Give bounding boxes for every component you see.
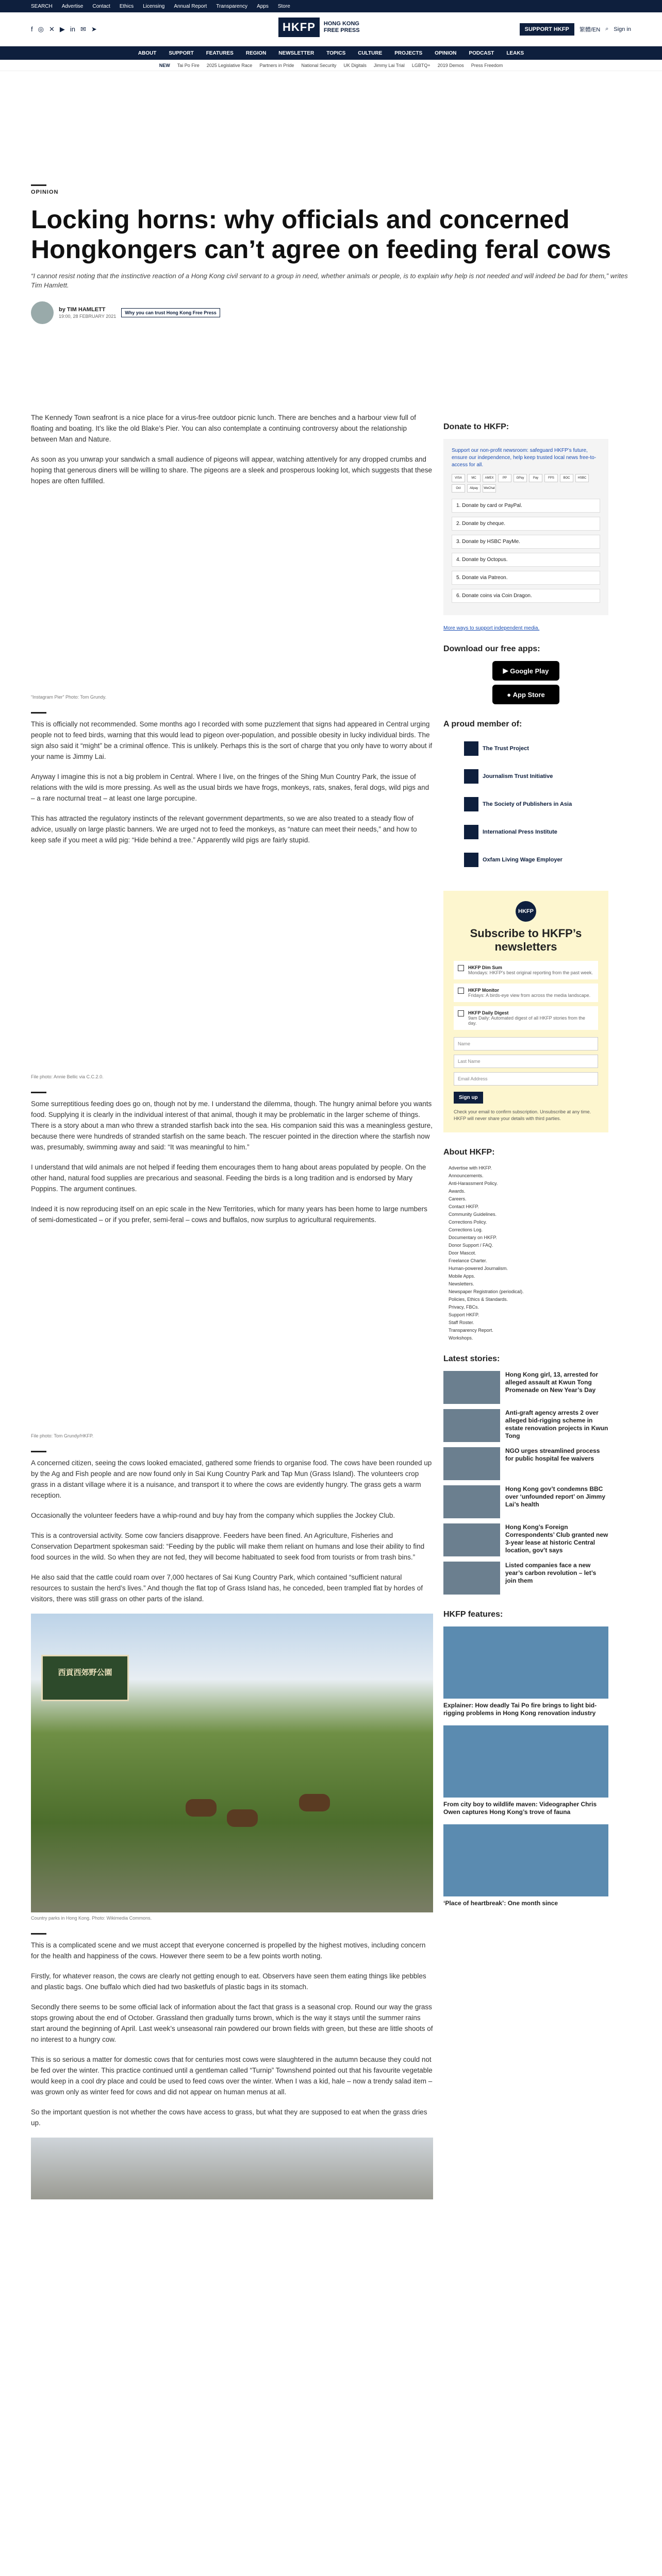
- newsletter-name: HKFP Daily Digest: [468, 1010, 509, 1015]
- about-link[interactable]: [449, 1218, 608, 1226]
- logo-line-2: FREE PRESS: [323, 27, 360, 33]
- payment-icon: PP: [498, 474, 511, 482]
- about-link-text: Newsletters.: [449, 1281, 474, 1286]
- body-paragraph: Indeed it is now reproducing itself on an epic scale in the New Territories, which for many years has been home to large numbers of semi-domesticated – or if you prefer, semi-feral – cows and buffalos, now surplus to agricultural requirements.: [31, 1205, 427, 1224]
- cow-figure: [186, 1799, 217, 1817]
- newsletter-field[interactable]: Last Name: [454, 1055, 598, 1068]
- about-link-text: Door Mascot.: [449, 1250, 476, 1256]
- publish-date: 19:00, 28 FEBRUARY 2021: [59, 314, 117, 319]
- story-thumbnail: [443, 1562, 500, 1595]
- utility-link[interactable]: Licensing: [143, 3, 165, 9]
- about-link-text: Freelance Charter.: [449, 1258, 487, 1263]
- embedded-image-placeholder: [31, 1234, 433, 1430]
- utility-link[interactable]: Ethics: [119, 3, 134, 9]
- body-paragraph: Anyway I imagine this is not a big problem in Central. Where I live, on the fringes of the Shing Mun Country Park, the issue of relations with the wild is more pressing. As well as the usual birds we have frogs, monkeys, rats, snakes, feral dogs, wild pigs and – a rare nocturnal treat – at least one large porcupine.: [31, 773, 429, 802]
- latest-story[interactable]: [443, 1447, 608, 1480]
- signup-button[interactable]: Sign up: [454, 1092, 483, 1104]
- newsletter-option[interactable]: [454, 1006, 598, 1030]
- body-paragraph: Some surreptitious feeding does go on, though not by me. I understand the dilemma, though. The hungry animal before you wants food. Supplying it is clearly in the individual interest of that animal, though it may be problematic in the larger scheme of things. There is a story about a man who threw a stranded starfish back into the sea. His companion said this was a meaningless gesture, because there were hundreds of stranded starfish on the same beach. The rescuer pointed in the direction where the starfish now was, presumably, swimming away and said: “It was meaningful to him.”: [31, 1100, 433, 1151]
- newsletter-option[interactable]: [454, 984, 598, 1002]
- body-paragraph: The Kennedy Town seafront is a nice place for a virus-free outdoor picnic lunch. There are benches and a harbour view full of floating and boating. It’s like the old Blake’s Pier. You can also contemplate a continuing controversy about the relationship between Man and Nature.: [31, 414, 416, 443]
- latest-story[interactable]: [443, 1409, 608, 1442]
- newsletter-option-text: [468, 965, 593, 975]
- trending-link[interactable]: Tai Po Fire: [177, 62, 200, 68]
- payment-icon: VISA: [452, 474, 465, 482]
- about-link-text: Documentary on HKFP.: [449, 1235, 497, 1240]
- member-icon: [464, 741, 478, 756]
- body-paragraph: So the important question is not whether the cows have access to grass, but what they are supposed to eat when the grass dries up.: [31, 2108, 427, 2127]
- member-name: International Press Institute: [483, 829, 557, 835]
- latest-story[interactable]: [443, 1562, 608, 1595]
- member-logo[interactable]: [464, 822, 588, 842]
- about-link[interactable]: [449, 1296, 608, 1303]
- about-link[interactable]: [449, 1288, 608, 1296]
- member-icon: [464, 769, 478, 784]
- email-icon[interactable]: ✉: [80, 25, 86, 33]
- feature-story[interactable]: [443, 1725, 608, 1816]
- newsletter-desc: Fridays: A birds-eye view from across the media landscape.: [468, 993, 591, 998]
- latest-story[interactable]: [443, 1485, 608, 1518]
- latest-title: Latest stories:: [443, 1354, 500, 1363]
- x-icon[interactable]: ✕: [48, 25, 55, 33]
- search-link[interactable]: SEARCH: [31, 3, 53, 9]
- about-link-text: Awards.: [449, 1189, 466, 1194]
- story-headline: Hong Kong’s Foreign Correspondents’ Club granted new 3-year lease at historic Central location, gov’t says: [505, 1523, 608, 1554]
- section-rule: [31, 1092, 46, 1093]
- apple-icon: ●: [507, 690, 513, 699]
- trending-link[interactable]: Partners in Pride: [259, 62, 294, 68]
- trending-link[interactable]: Jimmy Lai Trial: [373, 62, 405, 68]
- feature-story[interactable]: [443, 1824, 608, 1907]
- trending-link[interactable]: National Security: [301, 62, 337, 68]
- newsletter-field[interactable]: Email Address: [454, 1072, 598, 1086]
- newsletter-option-text: [468, 1010, 594, 1026]
- nav-item[interactable]: CULTURE: [358, 50, 383, 56]
- trending-bar: [0, 60, 662, 71]
- google-play-button[interactable]: [492, 661, 559, 681]
- utility-link[interactable]: Apps: [257, 3, 269, 9]
- app-store-label: App Store: [512, 690, 545, 699]
- support-button[interactable]: SUPPORT HKFP: [520, 23, 574, 36]
- feature-story[interactable]: [443, 1626, 608, 1717]
- author-name[interactable]: by TIM HAMLETT: [59, 307, 106, 313]
- utility-link[interactable]: Advertise: [61, 3, 84, 9]
- about-link-text: Policies, Ethics & Standards.: [449, 1297, 508, 1302]
- newsletter-title: Subscribe to HKFP’s newsletters: [470, 927, 582, 953]
- body-paragraph: He also said that the cattle could roam over 7,000 hectares of Sai Kung Country Park, which contained “sufficient natural resources to sustain the herd’s lives.” And though the flat top of Grass Island has, he conceded, been trampled flat by hordes of visitors, there was still grass on other parts of the island.: [31, 1573, 423, 1603]
- member-name: Journalism Trust Initiative: [483, 773, 553, 779]
- body-paragraph: Firstly, for whatever reason, the cows are clearly not getting enough to eat. Observers have seen them eating things like pebbles and plastic bags. One buffalo which died had two basketfuls of plastic bags in its stomach.: [31, 1972, 426, 1991]
- article-title: Locking horns: why officials and concerned Hongkongers can’t agree on feeding feral cows: [31, 205, 611, 264]
- about-link[interactable]: [449, 1280, 608, 1288]
- donate-box: [443, 439, 608, 615]
- cow-figure: [227, 1809, 258, 1827]
- newsletter-checkbox[interactable]: [458, 1010, 464, 1016]
- logo-line-1: HONG KONG: [323, 21, 359, 27]
- about-link[interactable]: [449, 1327, 608, 1334]
- more-ways-link[interactable]: More ways to support independent media.: [443, 625, 540, 631]
- about-link[interactable]: [449, 1265, 608, 1273]
- nav-item[interactable]: FEATURES: [206, 50, 234, 56]
- buffalo-photo: [31, 2138, 433, 2199]
- about-link[interactable]: [449, 1211, 608, 1218]
- about-link[interactable]: [449, 1319, 608, 1327]
- image-caption: File photo: Annie Bellic via C.C.2.0.: [31, 1074, 104, 1079]
- story-headline: Anti-graft agency arrests 2 over alleged bid-rigging scheme in estate renovation projects in Kwun Tong: [505, 1409, 608, 1439]
- about-link[interactable]: [449, 1164, 608, 1172]
- about-link[interactable]: [449, 1242, 608, 1249]
- about-link[interactable]: [449, 1249, 608, 1257]
- main-nav: [0, 46, 662, 60]
- play-icon: ▶: [503, 667, 510, 674]
- about-link-text: Support HKFP.: [449, 1312, 479, 1317]
- payment-icon: Alipay: [467, 484, 481, 493]
- payment-icon: MC: [467, 474, 481, 482]
- facebook-icon[interactable]: f: [31, 25, 33, 33]
- about-link-text: Corrections Policy.: [449, 1219, 487, 1225]
- member-logo[interactable]: [464, 766, 588, 787]
- nav-item[interactable]: REGION: [245, 50, 267, 56]
- payment-icon: HSBC: [575, 474, 589, 482]
- member-logo[interactable]: [464, 850, 588, 870]
- logo-mark: HKFP: [278, 18, 320, 37]
- about-link-text: Transparency Report.: [449, 1328, 493, 1333]
- site-logo[interactable]: [278, 18, 360, 37]
- nav-item[interactable]: ABOUT: [138, 50, 157, 56]
- trending-link[interactable]: 2019 Demos: [437, 62, 464, 68]
- about-link-text: Newspaper Registration (periodical).: [449, 1289, 524, 1294]
- trending-link[interactable]: UK Digitals: [343, 62, 367, 68]
- logo-text: [324, 21, 360, 34]
- utility-link[interactable]: Store: [277, 3, 290, 9]
- about-link[interactable]: [449, 1334, 608, 1342]
- article-dek: “I cannot resist noting that the instinctive reaction of a Hong Kong civil servant to a group in need, whether animals or people, is to explain why help is not needed and will indeed be bad for them,” writes Tim Hamlett.: [31, 272, 628, 289]
- story-headline: Hong Kong girl, 13, arrested for alleged assault at Kwun Tong Promenade on New Year’s Day: [505, 1371, 599, 1394]
- newsletter-field[interactable]: Name: [454, 1037, 598, 1050]
- apps-title: Download our free apps:: [443, 645, 540, 653]
- nav-item[interactable]: SUPPORT: [169, 50, 194, 56]
- about-link-text: Anti-Harassment Policy.: [449, 1181, 498, 1186]
- story-headline: NGO urges streamlined process for public hospital fee waivers: [505, 1447, 600, 1462]
- about-link[interactable]: [449, 1303, 608, 1311]
- member-name: Oxfam Living Wage Employer: [483, 857, 562, 863]
- article-body: [31, 412, 433, 2199]
- embedded-image-placeholder: [31, 855, 433, 1071]
- newsletter-note: Check your email to confirm subscription. Unsubscribe at any time. HKFP will never share your details with third parties.: [454, 1109, 591, 1121]
- newsletter-option[interactable]: [454, 961, 598, 979]
- about-link-text: Announcements.: [449, 1173, 484, 1178]
- author-avatar: [31, 301, 54, 324]
- utility-link[interactable]: Transparency: [216, 3, 248, 9]
- park-sign: 西貢西郊野公園: [41, 1655, 129, 1701]
- feature-headline: Explainer: How deadly Tai Po fire brings to light bid-rigging problems in Hong Kong renovation industry: [443, 1702, 597, 1717]
- image-caption: Country parks in Hong Kong. Photo: Wikimedia Commons.: [31, 1916, 152, 1921]
- nav-item[interactable]: PROJECTS: [394, 50, 423, 56]
- member-name: The Trust Project: [483, 745, 529, 752]
- nav-item[interactable]: LEAKS: [506, 50, 524, 56]
- feature-image: [443, 1626, 608, 1699]
- trending-links: [177, 63, 503, 68]
- member-title: A proud member of:: [443, 720, 522, 728]
- nav-item[interactable]: TOPICS: [326, 50, 346, 56]
- about-link-text: Contact HKFP.: [449, 1204, 479, 1209]
- search-icon[interactable]: ⌕: [605, 26, 609, 32]
- byline: [31, 301, 423, 324]
- about-link-text: Careers.: [449, 1196, 467, 1201]
- feature-headline: ‘Place of heartbreak’: One month since: [443, 1900, 558, 1907]
- app-store-button[interactable]: [492, 685, 559, 704]
- about-link-text: Mobile Apps.: [449, 1274, 475, 1279]
- about-link[interactable]: [449, 1188, 608, 1195]
- body-paragraph: This is officially not recommended. Some months ago I recorded with some puzzlement that signs had appeared in Central urging people not to feed birds, warning that this would lead to pigeon over-population, and possible obesity in lucky individual birds. The sign also said it “might” be a criminal offence. This is unlikely. Perhaps this is the sort of charge that you only have to worry about if your name is Jimmy Lai.: [31, 720, 433, 760]
- section-rule: [31, 1933, 46, 1935]
- about-link-text: Advertise with HKFP.: [449, 1165, 492, 1171]
- header-actions: [520, 23, 631, 36]
- category-rule: [31, 184, 46, 186]
- about-link[interactable]: [449, 1311, 608, 1319]
- story-thumbnail: [443, 1485, 500, 1518]
- image-caption: File photo: Tom Grundy/HKFP.: [31, 1433, 94, 1438]
- instagram-icon[interactable]: ◎: [38, 25, 44, 33]
- newsletter-name: HKFP Monitor: [468, 988, 499, 993]
- payment-icon: BOC: [560, 474, 573, 482]
- body-paragraph: As soon as you unwrap your sandwich a small audience of pigeons will appear, watching attentively for any dropped crumbs and hoping that generous diners will be willing to share. The pigeons are a sleek and prosperous looking lot, which suggests that these hopes are often fulfilled.: [31, 455, 432, 485]
- newsletter-box: [443, 891, 608, 1132]
- about-link[interactable]: [449, 1226, 608, 1234]
- story-thumbnail: [443, 1523, 500, 1556]
- member-icon: [464, 825, 478, 839]
- story-headline: Hong Kong gov’t condemns BBC over ‘unfounded report’ on Jimmy Lai’s health: [505, 1485, 606, 1508]
- about-list: [443, 1164, 608, 1342]
- about-link[interactable]: [449, 1234, 608, 1242]
- donate-option[interactable]: 3. Donate by HSBC PayMe.: [452, 535, 600, 549]
- story-thumbnail: [443, 1409, 500, 1442]
- body-paragraph: This has attracted the regulatory instincts of the relevant government departments, so we are also treated to a steady flow of advice, usually on large plastic banners. We are urged not to feed the monkeys, as “nature can meet their needs,” and how to keep safe if you meet a wild pig: “Hide behind a tree.” Apparently wild pigs are fairly stupid.: [31, 815, 417, 844]
- top-utility-bar: [0, 0, 662, 12]
- about-link[interactable]: [449, 1180, 608, 1188]
- donate-option[interactable]: 5. Donate via Patreon.: [452, 571, 600, 585]
- section-rule: [31, 1451, 46, 1452]
- feature-headline: From city boy to wildlife maven: Videographer Chris Owen captures Hong Kong’s trove of fauna: [443, 1801, 597, 1816]
- story-thumbnail: [443, 1371, 500, 1404]
- newsletter-checkbox[interactable]: [458, 965, 464, 971]
- about-link[interactable]: [449, 1203, 608, 1211]
- body-paragraph: Occasionally the volunteer feeders have a whip-round and buy hay from the company which supplies the Jockey Club.: [31, 1512, 395, 1519]
- youtube-icon[interactable]: ▶: [59, 25, 65, 33]
- body-paragraph: Secondly there seems to be some official lack of information about the fact that grass is a seasonal crop. Round our way the grass stops growing about the end of October. Grassland then gradually turns brown, which is the way it stays until the summer rains start around the beginning of April. Last week’s unseasonal rain powdered our brown fields with green, but these are little shoots of no interest to a hungry cow.: [31, 2003, 433, 2043]
- about-link[interactable]: [449, 1172, 608, 1180]
- about-link-text: Human-powered Journalism.: [449, 1266, 508, 1271]
- story-headline: Listed companies face a new year’s carbon revolution – let’s join them: [505, 1562, 597, 1584]
- nav-item[interactable]: NEWSLETTER: [278, 50, 315, 56]
- new-badge: NEW: [159, 62, 170, 68]
- about-link-text: Privacy, FBCs.: [449, 1304, 479, 1310]
- member-icon: [464, 853, 478, 867]
- article-category[interactable]: OPINION: [31, 189, 59, 195]
- sidebar: [443, 422, 608, 1916]
- donate-option[interactable]: 1. Donate by card or PayPal.: [452, 499, 600, 513]
- payment-icon: Pay: [529, 474, 542, 482]
- donate-lead: [452, 447, 600, 469]
- about-link-text: Community Guidelines.: [449, 1212, 497, 1217]
- member-logo[interactable]: [464, 738, 588, 759]
- payment-icon: GPay: [514, 474, 527, 482]
- payment-icons: [452, 474, 600, 493]
- about-link[interactable]: [449, 1195, 608, 1203]
- body-paragraph: This is a controversial activity. Some cow fanciers disapprove. Feeders have been fined. An Agriculture, Fisheries and Conservation Department spokesman said: “Feeding by the public will make them reliant on humans and lose their ability to find food sources in the wild. So when they are not fed, they will become habituated to seek food from tourists or from trash bins.”: [31, 1532, 425, 1561]
- payment-icon: Oct: [452, 484, 465, 493]
- payment-icon: WeChat: [483, 484, 496, 493]
- feature-image: [443, 1824, 608, 1896]
- member-name: The Society of Publishers in Asia: [483, 801, 572, 807]
- about-link-text: Staff Roster.: [449, 1320, 474, 1325]
- section-rule: [31, 712, 46, 714]
- about-link[interactable]: [449, 1257, 608, 1265]
- utility-link[interactable]: Contact: [92, 3, 110, 9]
- body-paragraph: This is so serious a matter for domestic cows that for centuries most cows were slaughtered in the autumn because they could not be fed over the winter. This practice continued until a gentleman called “Turnip” Townshend pointed out that his favourite vegetable would keep in a cool dry place and could be used to feed cows over the winter. When I was a kid, hale – now a trendy salad item – was grown only as winter feed for cows and did not appear on human menus at all.: [31, 2056, 433, 2096]
- language-toggle[interactable]: 繁體/EN: [579, 26, 601, 33]
- social-links: [31, 25, 97, 33]
- member-logo[interactable]: [464, 794, 588, 815]
- utility-link[interactable]: Annual Report: [174, 3, 207, 9]
- newsletter-desc: 9am Daily: Automated digest of all HKFP stories from the day.: [468, 1015, 585, 1026]
- article-header: [0, 71, 628, 324]
- cow-figure: [299, 1794, 330, 1811]
- about-title: About HKFP:: [443, 1148, 495, 1157]
- signin-link[interactable]: Sign in: [614, 26, 631, 32]
- feature-image: [443, 1725, 608, 1798]
- google-play-label: Google Play: [510, 667, 549, 675]
- story-thumbnail: [443, 1447, 500, 1480]
- about-link[interactable]: [449, 1273, 608, 1280]
- newsletter-name: HKFP Dim Sum: [468, 965, 502, 970]
- trust-badge[interactable]: Why you can trust Hong Kong Free Press: [121, 308, 220, 317]
- newsletter-option-text: [468, 988, 590, 998]
- hkfp-badge: HKFP: [516, 901, 536, 922]
- trending-link[interactable]: 2025 Legislative Race: [206, 62, 253, 68]
- linkedin-icon[interactable]: in: [70, 25, 75, 33]
- donate-lead-link[interactable]: Support our non-profit newsroom: safeguard HKFP’s future, ensure our independence, help keep trusted local news free-to-access for all.: [452, 448, 597, 468]
- embedded-image-placeholder: [31, 496, 433, 691]
- image-caption: “Instagram Pier” Photo: Tom Grundy.: [31, 694, 107, 700]
- trending-link[interactable]: LGBTQ+: [411, 62, 431, 68]
- donate-title: Donate to HKFP:: [443, 422, 509, 431]
- body-paragraph: A concerned citizen, seeing the cows looked emaciated, gathered some friends to organise food. The cows have been rounded up by the Ag and Fish people and are now found only in Sai Kung Country Park and Tap Mun (Grass Island). The volunteers crop grass in a distant village where it is a nuisance, and transport it to where the cows are evidently hungry. The grass gets a warm reception.: [31, 1459, 432, 1499]
- about-link-text: Donor Support / FAQ.: [449, 1243, 493, 1248]
- about-link-text: Workshops.: [449, 1335, 473, 1341]
- payment-icon: AMEX: [483, 474, 496, 482]
- newsletter-desc: Mondays: HKFP's best original reporting from the past week.: [468, 970, 593, 975]
- donate-option[interactable]: 2. Donate by cheque.: [452, 517, 600, 531]
- donate-option[interactable]: 6. Donate coins via Coin Dragon.: [452, 589, 600, 603]
- about-link-text: Corrections Log.: [449, 1227, 483, 1232]
- telegram-icon[interactable]: ➤: [91, 25, 97, 33]
- payment-icon: FPS: [544, 474, 558, 482]
- nav-item[interactable]: PODCAST: [469, 50, 494, 56]
- newsletter-checkbox[interactable]: [458, 988, 464, 994]
- nav-item[interactable]: OPINION: [435, 50, 457, 56]
- body-paragraph: I understand that wild animals are not helped if feeding them encourages them to hang about areas populated by people. On the other hand, natural food supplies are precarious and seasonal. Feeding the birds is a long tradition and is endorsed by Mary Poppins. The argument continues.: [31, 1163, 426, 1193]
- body-paragraph: This is a complicated scene and we must accept that everyone concerned is propelled by the highest motives, including concern for the health and happiness of the cows. However there seem to be a few points worth noting.: [31, 1941, 426, 1960]
- latest-story[interactable]: [443, 1523, 608, 1556]
- features-title: HKFP features:: [443, 1610, 503, 1619]
- trending-link[interactable]: Press Freedom: [471, 62, 503, 68]
- country-park-photo: [31, 1614, 433, 1912]
- member-icon: [464, 797, 478, 811]
- latest-story[interactable]: [443, 1371, 608, 1404]
- donate-option[interactable]: 4. Donate by Octopus.: [452, 553, 600, 567]
